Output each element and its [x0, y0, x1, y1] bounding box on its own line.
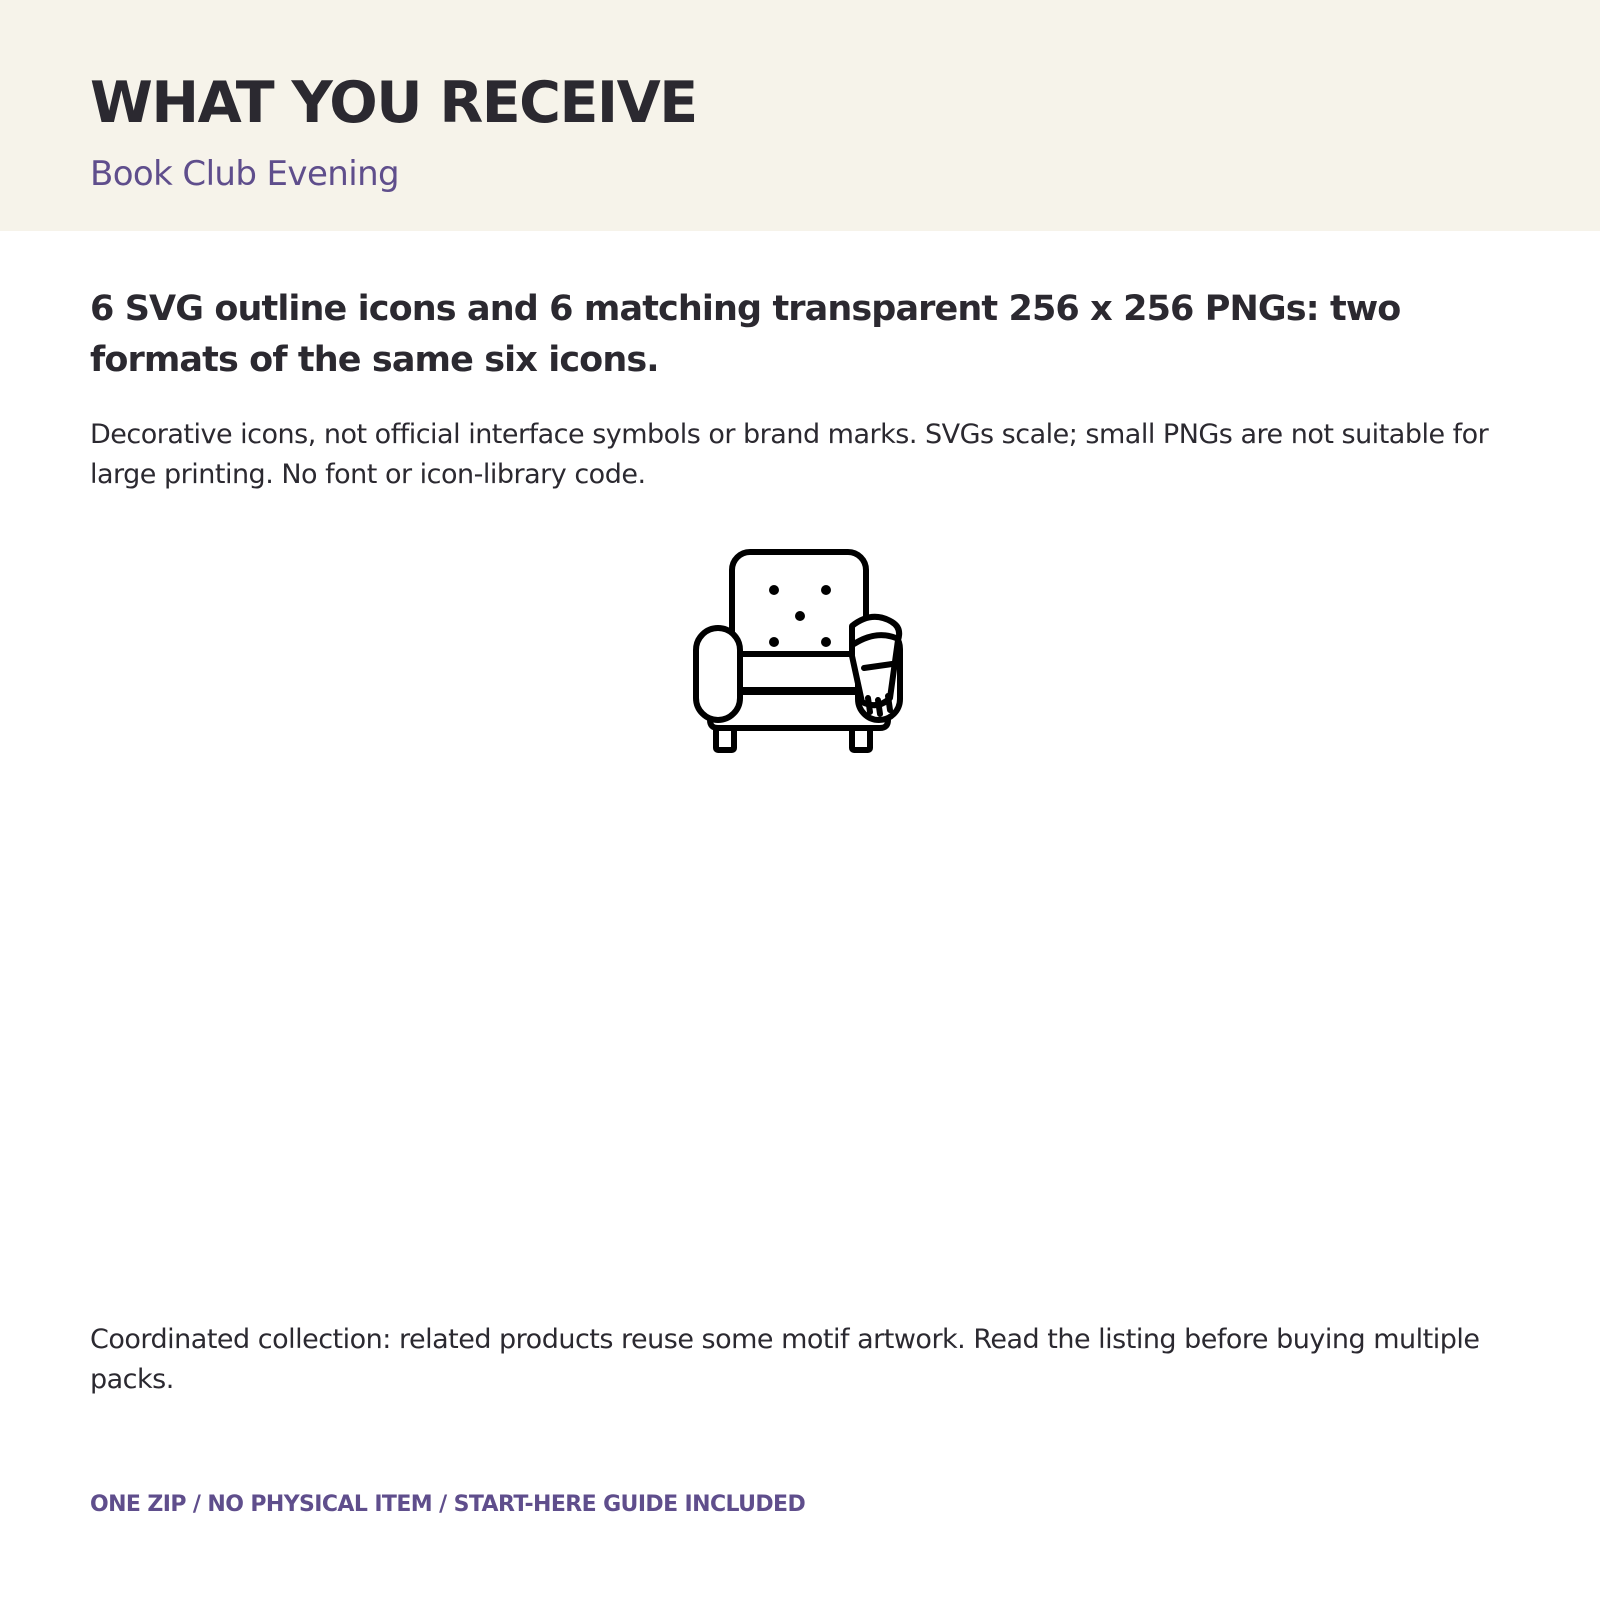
collection-note: Coordinated collection: related products reuse some motif artwork. Read the listing before buying multiple packs. — [90, 1324, 1480, 1395]
page-title: WHAT YOU RECEIVE — [90, 70, 697, 136]
lead-text: 6 SVG outline icons and 6 matching transparent 256 x 256 PNGs: two formats of the same six icons. — [90, 289, 1401, 380]
armchair-with-blanket-icon — [692, 548, 908, 758]
header-banner — [0, 0, 1600, 231]
page-subtitle: Book Club Evening — [90, 154, 399, 194]
disclaimer-text: Decorative icons, not official interface symbols or brand marks. SVGs scale; small PNGs are not suitable for large printing. No font or icon-library code. — [90, 419, 1489, 490]
footer-tagline: ONE ZIP / NO PHYSICAL ITEM / START-HERE GUIDE INCLUDED — [90, 1492, 806, 1517]
